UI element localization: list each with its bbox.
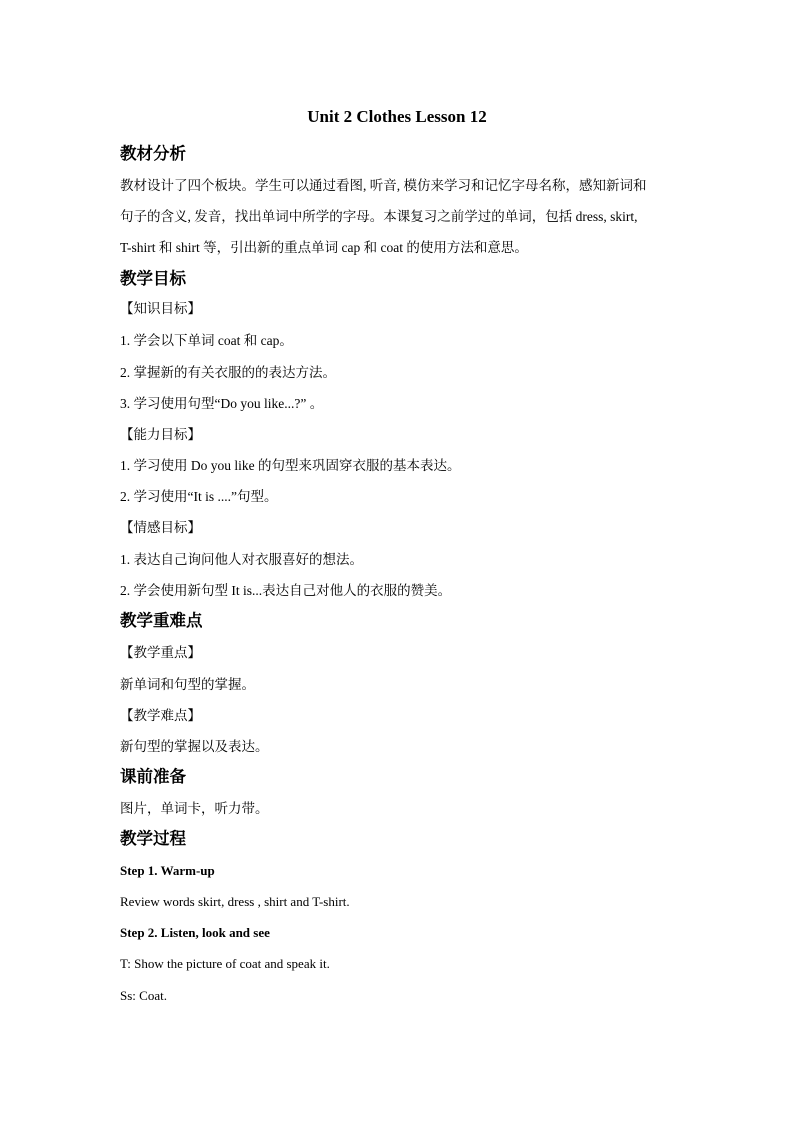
paragraph-line: 新句型的掌握以及表达。 xyxy=(120,739,269,754)
subheading-difficulty: 【教学难点】 xyxy=(120,708,201,723)
section-heading-process: 教学过程 xyxy=(120,829,186,848)
list-item: 1. 学习使用 Do you like 的句型来巩固穿衣服的基本表达。 xyxy=(120,458,461,473)
list-item: 3. 学习使用句型“Do you like...?” 。 xyxy=(120,396,324,411)
paragraph-line: 教材设计了四个板块。学生可以通过看图, 听音, 模仿来学习和记忆字母名称，感知新词和 xyxy=(120,178,647,193)
paragraph-line: 图片，单词卡，听力带。 xyxy=(120,801,269,816)
subheading-ability: 【能力目标】 xyxy=(120,427,201,442)
document-title: Unit 2 Clothes Lesson 12 xyxy=(307,107,487,126)
subheading-knowledge: 【知识目标】 xyxy=(120,301,201,316)
section-heading-textbook-analysis: 教材分析 xyxy=(120,144,186,163)
paragraph-line: 新单词和句型的掌握。 xyxy=(120,677,255,692)
section-heading-objectives: 教学目标 xyxy=(120,269,186,288)
step-text: Ss: Coat. xyxy=(120,988,167,1003)
step-title: Step 1. Warm-up xyxy=(120,863,215,878)
step-text: Review words skirt, dress , shirt and T-shirt. xyxy=(120,894,350,909)
step-title: Step 2. Listen, look and see xyxy=(120,925,270,940)
section-heading-key-points: 教学重难点 xyxy=(120,611,203,630)
list-item: 2. 学习使用“It is ....”句型。 xyxy=(120,489,278,504)
section-heading-preparation: 课前准备 xyxy=(120,767,186,786)
list-item: 1. 学会以下单词 coat 和 cap。 xyxy=(120,333,293,348)
step-text: T: Show the picture of coat and speak it. xyxy=(120,956,330,971)
subheading-key: 【教学重点】 xyxy=(120,645,201,660)
subheading-emotion: 【情感目标】 xyxy=(120,520,201,535)
paragraph-line: T-shirt 和 shirt 等，引出新的重点单词 cap 和 coat 的使用方法和意思。 xyxy=(120,240,528,255)
list-item: 2. 学会使用新句型 It is...表达自己对他人的衣服的赞美。 xyxy=(120,583,452,598)
paragraph-line: 句子的含义, 发音，找出单词中所学的字母。本课复习之前学过的单词，包括 dress, skirt, xyxy=(120,209,638,224)
list-item: 1. 表达自己询问他人对衣服喜好的想法。 xyxy=(120,552,363,567)
list-item: 2. 掌握新的有关衣服的的表达方法。 xyxy=(120,365,336,380)
